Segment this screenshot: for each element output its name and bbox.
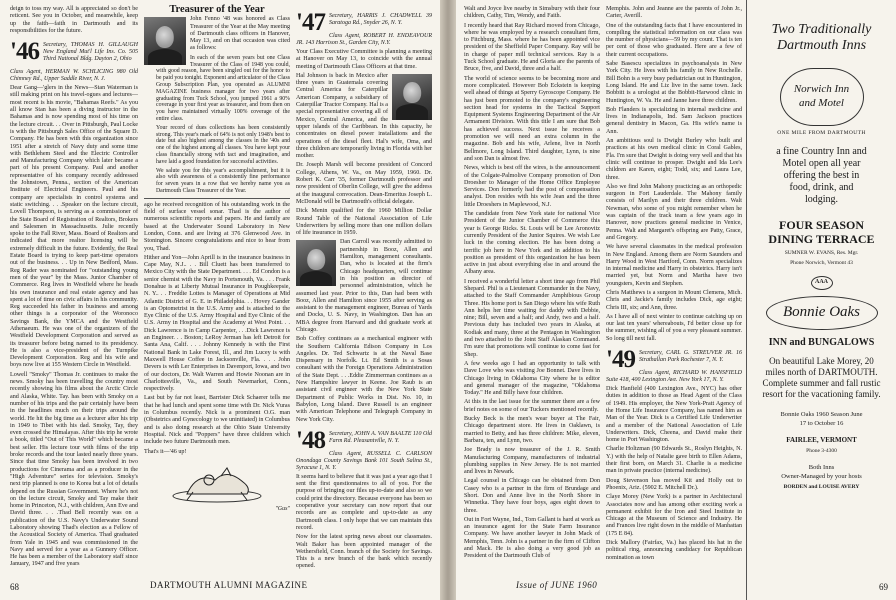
page-footer: DARTMOUTH ALUMNI MAGAZINE [150,580,308,590]
class-47-header [296,9,432,36]
left-column-1 [10,6,138,581]
paragraph: ago he received recognition of his outstanding work in the field of surface vessel sonar. Thad is the author of numerous scientific reports and papers. He and family are based at the Underwater Sound Laboratory in New London, Conn. and are living at 376 Glenwood Ave. in Stonington. Sincere congratulations and nice to hear from you, Thad. [144,201,290,252]
paragraph: Doug Stevenson has moved Kit and Holly out to Phoenix, Ariz. (5902 E. Mitchell Dr.). [606,477,742,491]
paragraph: The candidate from New York state for national Vice President of the Junior Chamber of Commerce this year is George Ricks. St. Louis will be Lee Aronovitz currently President of the Junior Squires. We wish Lee luck in the coming election. He has been doing a terrific job here in New York and in addition to his position as president of this organization he has been active in just about everything else in and around the Albany area. [464,211,600,276]
inns-advertisement [746,0,896,600]
paragraph: Sabe Basescu specializes in psychoanalysis in New York City. He lives with his family in New Rochelle. Bill Bohn is a very busy pediatrician out in Huntington, Long Island. He and Liz live in the same town. Jack Bobbitt is a urologist at the Bobbit-Harwood clinic in Huntington, W. Va. He and Janne have three children. [606,61,742,104]
paragraph: The world of science seems to be becoming more and more complicated. However Bob Eckstein is keeping well ahead of things at Sperry Gyroscope Company. He has just been promoted to the company's engineering section head for systems in the Tactical Support Equipment Systems Engineering Department of the Air Armament Division. With this title I am sure that Bob has achieved success. Next issue he receives a promotion we will need an extra column in the magazine. Bob and his wife, Arlene, live in North Bellmore, Long Island. Third daughter, Lynn, is nine and son Dan is almost five. [464,75,600,162]
class-secretary: Secretary, THOMAS H. GILLAUGH New England Mut'l Life Ins. Co. 505 Third National Bldg. Dayton 2, Ohio [42,42,138,63]
page-gutter [440,0,456,600]
paragraph: Last but by far not least, Barrister Dick Schaerer tells me that he had lunch and spent some time with Dr. Nick Vuras in Columbus recently. Nick is a prominent O.G. man (Obstetrics and Gynecology to we uninitiated) in Columbus and is also doing research at the Ohio State University Hospital. Nick and "Poppers" have three children which include two future Dartmouth men. [144,395,290,446]
class-secretary: Secretary, CARL G. STREUVER JR. 16 Strathallan Park Rochester 7, N. Y. [638,350,742,364]
paragraph: I recently heard that Ray Richard moved from Chicago, where he was employed by a research consultant firm, to Fitchburg, Mass. where he has been appointed vice president of the Sheffield Paper Company. Ray will be in charge of paper mill technical services. Ray is a Tuck School graduate. He and Gloria are the parents of Bruce, five, and David, three and a half. [464,22,600,73]
page-number: 68 [10,582,19,592]
cartoon-caption: "Gus" [275,505,290,512]
resort-type: INN and BUNGALOWS [768,337,875,348]
paragraph: deign to toss my way. All is appreciated so don't be reticent. See you in October, and meanwhile, keep up the faith—faith in Dartmouth and its responsibilities for the future. [10,6,138,34]
class-48-header [296,426,432,454]
paragraph: Dan Carroll was recently admitted to partnership in Booz, Allen and Hamilton, management consultants. Dan, who is located at the firm's Chicago headquarters, will continue in his position as director of personnel administration, which he assumed last year. Prior to this, Dan had been with Booz, Allen and Hamilton since 1955 after serving as assistant to the management engineer, Bureau of Yards and Docks, U. S. Navy, in Washington. Dan has an MBA degree from Harvard and did graduate work at Chicago. [296,239,432,333]
both-inns: Both Inns [808,464,835,471]
paragraph: At this in the last issue for the summer there are a few brief notes on some of our Tuckers mentioned recently. [464,399,600,413]
paragraph: Charlie Holtzman (90 Edwards St., Roslyn Heights, N. Y.) with the help of Natalie gave birth to Ellen Adams, their first born, on March 31. Charlie is a medicine man in private practice (internal medicine). [606,446,742,475]
paragraph: Dick Hanfield (400 Lexington Ave., NYC) has other duties in addition to those as Head Agent of the Class of 1949. His employer, the New York-Pratt Agency of the Home Life Insurance Company, has named him as Man of the Year. Dick is a Certified Life Underwriter and a member of the National Association of Life Underwriters. Dick, Cheena, and David make their home in Port Washington. [606,386,742,444]
class-46-header [10,38,138,66]
resort-phone: Phone 3-4300 [806,448,837,454]
right-column-1 [464,6,600,581]
class-secretary: Secretary, HARRIS J. CHADWELL 39 Saratoga Rd., Snyder 26, N. Y. [328,13,432,26]
paragraph: Now for the latest spring news about our classmates. Walt Baker has been appointed manager of the Wethersfield, Conn. branch of the Society for Savings. This is a new branch of the bank which recently opened. [296,534,432,570]
class-agent: Class Agent, RUSSELL C. CARLSON Onondaga County Savings Bank 101 South Salina St., Syracuse 1, N. Y. [296,450,432,471]
paragraph: Bob Flanders is specializing in internal medicine and lives in Indianapolis, Ind. Sam Jackson practices general dentistry in Macon, Ga. His wife's name is Ann. [606,106,742,135]
paragraph: Legal counsel in Chicago can be obtained from Don Casey who is a partner in the firm of Brundage and Short. Don and Anne live in the North Shore in Winnetka. They have four boys, ages eight down to three. [464,478,600,514]
paragraph: Joe Brady is now treasurer of the J. R. Smith Manufacturing Company, manufacturers of industrial plumbing supplies in New Jersey. He is not married and lives in Newark. [464,447,600,476]
treasurer-heading: Treasurer of the Year [169,4,265,15]
paragraph: Your Class Executive Committee is planning a meeting at Hanover on May 13, to coincide with the annual meeting of Dartmouth Class Officers at that time. [296,49,432,70]
class-agent: Class Agent, HERMAN W. SCHLICING 980 Old Chimney Rd., Upper Saddle River, N. J. [10,69,138,83]
aaa-logo: AAA [811,276,833,290]
paragraph: It seems hard to believe that it was just a year ago that I sent the first questionnaires to all of you. For the purpose of bringing our files up-to-date and also so we could print the directory. Because everyone has been so cooperative your secretary can now report that our records are as complete and up-to-date as any Dartmouth class. I only hope that we can maintain this record. [296,473,432,531]
inn-manager: SUMNER W. EVANS, Res. Mgr. [784,250,859,256]
paragraph: Bucky Beck is the men's wear buyer at The Fair, Chicago department store. He lives in Oaklawn, is married to Betty, and has three children: Mike, eleven, Barbara, ten, and Lynn, two. [464,416,600,444]
fenno-photo [144,17,186,65]
bonnie-oaks-logo: Bonnie Oaks [766,296,878,330]
paragraph: I received a wonderful letter a short time ago from Phil Shepard. Phil is a Lieutenant Commander in the Navy, attached to the Staff Commander Amphibious Group Three. His home port is San Diego where his wife Ruth Ann helps her time waiting for daddy with Debbie, nine; Bill, seven and a half; and Andy, two and a half. Previous duty has included two years in Alaska, at Kodiak and many, three at the Pentagon in Washington and two attached to the Joint Staff Alaskan Command. I'm sure that promotions will continue to come fast for Shep. [464,278,600,358]
norwich-inn-logo: Norwich Inn and Motel [780,68,864,126]
paragraph: One of the outstanding facts that I have encountered in compiling the statistical information on our class was the number of physicians—59 by my count. That is ten per cent of those who graduated. Here are a few of their current occupations. [606,22,742,58]
right-page [456,0,896,600]
right-column-2 [606,6,742,581]
paragraph: News, which is best off the wires, is the announcement of the Colgate-Palmolive Company promotion of Don Droesher to Manager of the Home Office Employee Services. Don formerly had the post of compensation analyst. Don resides with his wife Jean and the three little Droeshers in Maplewood, N.J. [464,165,600,208]
paragraph: Lowell "Smoky" Thomas Jr. continues to make the news. Smoky has been travelling the country most recently showing his films about the Arctic Circle and Alaska, White. Tay. has been with Smoky on a number of his trips and the pair certainly have been in the headlines much on their trips around the world. He hit the big time as a lecturer after his trip in 1949 to Tibet with his dad. Smoky, Tay, they even crossed the Himalayas. After this trip he wrote a book, titled "Out of This World" which became a best seller. His lecture tour with films of the trip broke records and the tour lasted nearly three years. Since that time Smoky has been involved in two productions for Cinerama and as a producer in the "High Adventure" series for television. Smoky's next trip planned is one to Korea but a lot of details depend on the Russian Government. Where he's not on the lecture circuit, Smoky and Tay make their home in Princeton, N.J., with children, Ann Eve and David three. . . .Thad Bell recently was on a publication of the U.S. Navy's Underwater Sound Laboratory showing Thad's election as a Fellow of the Acoustical Society of America. Thad graduated from Yale in 1945 and was commissioned in the Navy and served for a year as a Gunnery Officer. He has been a member of the Laboratory staff since January, 1947 and five years [10,371,138,568]
paragraph: Dear Gang—'glers in the News—Stan Waterman is still making print on his travel-ogues and lectures—most recent is his movie, "Bahamas Reefs." As you all know Stan has been a diving instructor in the Bahamas and is now spending most of his time on the lecture circuit. . . Over in Pittsburgh, Paul Locke is with the Pittsburgh Sales Office of the Square D. Company. He has been with this organization since 1951 after a stretch of Navy duty and some time with Bethlehem Steel and the Electric Controller and Manufacturing Company which later became a part of his present Company. Paul and another representative of his company recently addressed the Johnstown, Penna., section of the American Institute of Electrical Engineers. Paul and his company are specialists in control systems and static switching. . . .Speaker on the lecture circuit, Lovell Thompson, is serving as a commissioner of the State Board of Registration of Realtors, Brokers and Salesmen in Massachusetts. Julie recently spoke to the Fall River, Mass. Board of Realtors and indicated that more realtor licensing will be extremely difficult in the future. Evidently, the Real Estate Board is trying to keep part-time operators out of the business. . . Up in New Bedford, Mass. Reg Rader was nominated for "outstanding young men of the year" by the Mass. Junior Chamber of Commerce. Reg lives in Westfield where he heads his own insurance and real estate agency and has spent a lot of time on civic affairs in his community. Reg succeeded his father in business and among other things is a corporator of the Woronoco Savings Bank, the YMCA and the Westfield Athenaeum. He was one of the organizers of the Westfield Development Corporation and served as its treasurer before being named to its presidency. He is also a vice-president of the Turnpike Development Corporation. Reg and his wife and boys now live at 155 Western Circle in Westfield. [10,85,138,369]
paragraph: A few weeks ago I had an opportunity to talk with Dave Love who was visiting Joe Bonnet. Dave lives in Chicago living in Oklahoma City where he is editor and general manager of the magazine, "Oklahoma Today." He and Billy have four children. [464,360,600,397]
class-year: '46 [10,38,39,66]
paragraph: Out in Fort Wayne, Ind., Tom Gallant is hard at work as an insurance agent for the State Farm Insurance Company. We have another lawyer in John Mack of Memphis, Tenn. John is a partner in the firm of Clifton and Mack. He is also doing a very good job as President of the Dartmouth Club of [464,516,600,560]
class-year: '47 [296,9,325,36]
left-column-3 [296,6,432,581]
paragraph: An ambitious soul is Dwight Burley who built and practices at his own medical clinic in Coral Gables, Fla. I'm sure that Dwight is doing very well and that his clinic will continue to prosper. Dwight and Ida Lee's children are Karen, eight; Todd, six; and Laura Lee, three. [606,138,742,181]
paragraph: Memphis. John and Jeanne are the parents of John Jr., Carter, Averill. [606,6,742,20]
johnson-photo [392,74,432,120]
class-year: '48 [296,426,325,454]
paragraph: Hal Johnson is back in Mexico after three years in Guatemala covering Central America for Caterpillar American Company, a subsidiary of Caterpillar Tractor Company. Hal is a special representative covering all of Mexico, Central America, and the upper islands of the Caribbean. In this capacity, he concentrates on diesel power installations and the operations of the diesel fleet. Hal's wife, Oma, and three children are temporarily living in Florida with her mother. [296,72,432,160]
page-footer: Issue of JUNE 1960 [516,580,598,590]
class-year: '49 [606,346,635,374]
class-secretary: Secretary, JOHN A. VAN BAALTE 110 Old Farm Rd. Pleasantville, N. Y. [328,430,432,444]
page-number: 69 [879,582,888,592]
citation: In each of the seven years but one Class Treasurer of the Class of 1948 you could, with good reason, have been singled out for the honor to be paid you tonight. Exponent and articulator of the Class Group Subscription Plan, you operated as ALUMNI MAGAZINE business manager for two years after graduating from Tuck School, you jumped 1961 a 90% coverage in your first year as treasurer, and from then on you have maintained virtually 100% coverage of the entire class. [156,54,290,122]
class-49-header [606,346,742,374]
paragraph: Chris Matthews is a surgeon in Mount Clemens, Mich. Chris and Jackie's family includes Dick, age eight; Chris III, six; and Ann, three. [606,289,742,311]
gus-cartoon [157,458,277,506]
paragraph: Dr. Joseph Marsh will become president of Concord College, Athens, W. Va., on May 1959, 1960. Dr. Robert K. Carr '35, former Dartmouth professor and now president of Oberlin College, will give the address at the inaugural convocation. Dean-Emeritus Joseph L. McDonald will be Dartmouth's official delegate. [296,162,432,205]
inn-phone: Phone Norwich, Vermont 43 [790,260,853,266]
paragraph: Bob Coffey continues as a mechanical engineer with the Southern California Edison Company in Los Angeles. Dr. Ted Schwartz is at the Naval Base Dispensary in Norfolk. Lt. Ed Smith is a Sosas consultant with the Foreign Operations Administration of the State Dept. . . .Eddie Zimmerman continues as a New Hampshire lawyer in Keene. Joe Raub is an assistant civil engineer with the New York State Department of Public Works in Dist. No. 10, in Babylon, Long Island. Dave Russell is an engineer with American Telephone and Telegraph Company in New York City. [296,336,432,423]
left-column-2 [144,6,290,581]
citation: We salute you for this year's accomplishment, but it is also with awareness of a consistently fine performance for seven years in a row that we hereby name you as Dartmouth Class Treasurer of the Year. [156,167,290,194]
paragraph: Walt and Joyce live nearby in Simsbury with their four children, Cathy, Tim, Wendy, and Faith. [464,6,600,20]
class-agent: Class Agent, RICHARD W. HANSFIELD Suite 418, 400 Lexington Ave. New York 17, N. Y. [606,370,742,384]
resort-location: FAIRLEE, VERMONT [786,436,857,444]
paragraph: As I have all of next winter to continue catching up on our last ten years' whereabouts, I'd better close up for the summer, wishing all of you a very pleasant summer. So long till next fall. [606,313,742,342]
resort-description: On beautiful Lake Morey, 20 miles north of DARTMOUTH. Complete summer and fall rustic resort for the vacationing family. [762,356,881,399]
resort-season: Bonnie Oaks 1960 Season June 17 to October 16 [780,411,863,427]
paragraph: Also we find John Mahony practicing as an orthopedic surgeon in Fort Lauderdale. The Mahony family consists of Marilyn and their three children. Walt Newman, who some of you might remember when he was captain of the track team a few years ago in Hanover, now practices general medicine in Venice, Penna. Walt and Margaret's offspring are Patty, Grace, and Gregory. [606,183,742,241]
inn-tagline: ONE MILE FROM DARTMOUTH [777,130,866,136]
paragraph: We have several classmates in the medical profession in New England. Among them are Norm Saunders and Harry Wood in West Hartford, Conn. Norm specializes in internal medicine and Harry in obstetrics. Harry isn't married yet, but Norm and Martha have two youngsters, Kevin and Stephen. [606,244,742,287]
paragraph: Dick Menin qualified for the 1960 Million Dollar Round Table of the National Association of Life Underwriters by selling more than one million dollars of life insurance in 1959. [296,208,432,237]
paragraph: Dick Mallory (Fairfax, Va.) has placed his hat in the political ring, announcing candidacy for Republican nomination as town [606,540,742,561]
ad-headline: Two Traditionally Dartmouth Inns [771,22,872,53]
paragraph: John Fenno '48 was honored as Class Treasurer of the Year at the May meeting of Dartmouth class officers in Hanover, May 13, and on that occasion was cited as follows: [190,16,290,52]
paragraph: That's it—'46 up! [144,448,187,455]
paragraph: Claye Morey (New York) is a partner in Architectural Associates now and has among other exciting work a permanent exhibit for the Iron and Steel Institute in Chicago at the Museum of Science and Industry. He and Frances live right down in the middle of Manhattan (175 E 84). [606,494,742,537]
paragraph: Hither and Yon—John Aprill is in the insurance business in Cape May, N.J.. . . Bill Cluett has been transferred to Mexico City with the State Department. . . . Ed Condon is a senior chemist with the Navy in Portsmouth, Va. . . . Frank Donahue is at Liberty Mutual Insurance in Poughkeepsie, N. Y.. . . Freddie Lottes is Manager of Operations at Mid Atlantic District of G. E. in Philadelphia. . . Hovey Gander is an Optometrist in the U.S. Army and is attached to the Eye Clinic of the U.S. Army Hospital and Eye Clinic of the U.S. Army in Hospital and the Academy at West Point. . . Dick Lawrence is in Camp Carpenter, . . .Dick Lawrence is an Engineer. . . Boston; LeRoy Jerman has left Detroit for Santa Ana, Calif. . . . Johnny Kennedy is with the First National Bank in Lake Forest, Ill., and Jim Lucey is with Maxwell House Coffee in Jacksonville, Fla. . . . John Devers is with Ler Enterprises in Davenport, Iowa, and two of our doctors, Dr. Walt Warren and Howie Noonan are in Charlottesville, Va., and South Newmarket, Conn., respectively. [144,254,290,393]
inn-description: a fine Country Inn and Motel open all year offering the best in food, drink, and lodging. [776,146,867,205]
inn-feature: FOUR SEASON DINING TERRACE [768,218,875,246]
class-agent: Class Agent, ROBERT H. ENDEAVOUR JR. 143 Harrison St., Garden City, N.Y. [296,33,432,46]
left-page [0,0,440,600]
citation: Your record of dues collections has been consistently strong. This year's mark of 64% is not only 1948's best to date but also highest among the classes in the '40s and one of the highest among all classes. You have kept your class financially strong with tact and imagination, and have laid a good foundation for successful activities. [156,124,290,165]
hosts-names: BORDEN and LOUISE AVERY [783,484,860,490]
carroll-photo [296,240,336,286]
owner-managed: Owner-Managed by your hosts [781,473,862,480]
